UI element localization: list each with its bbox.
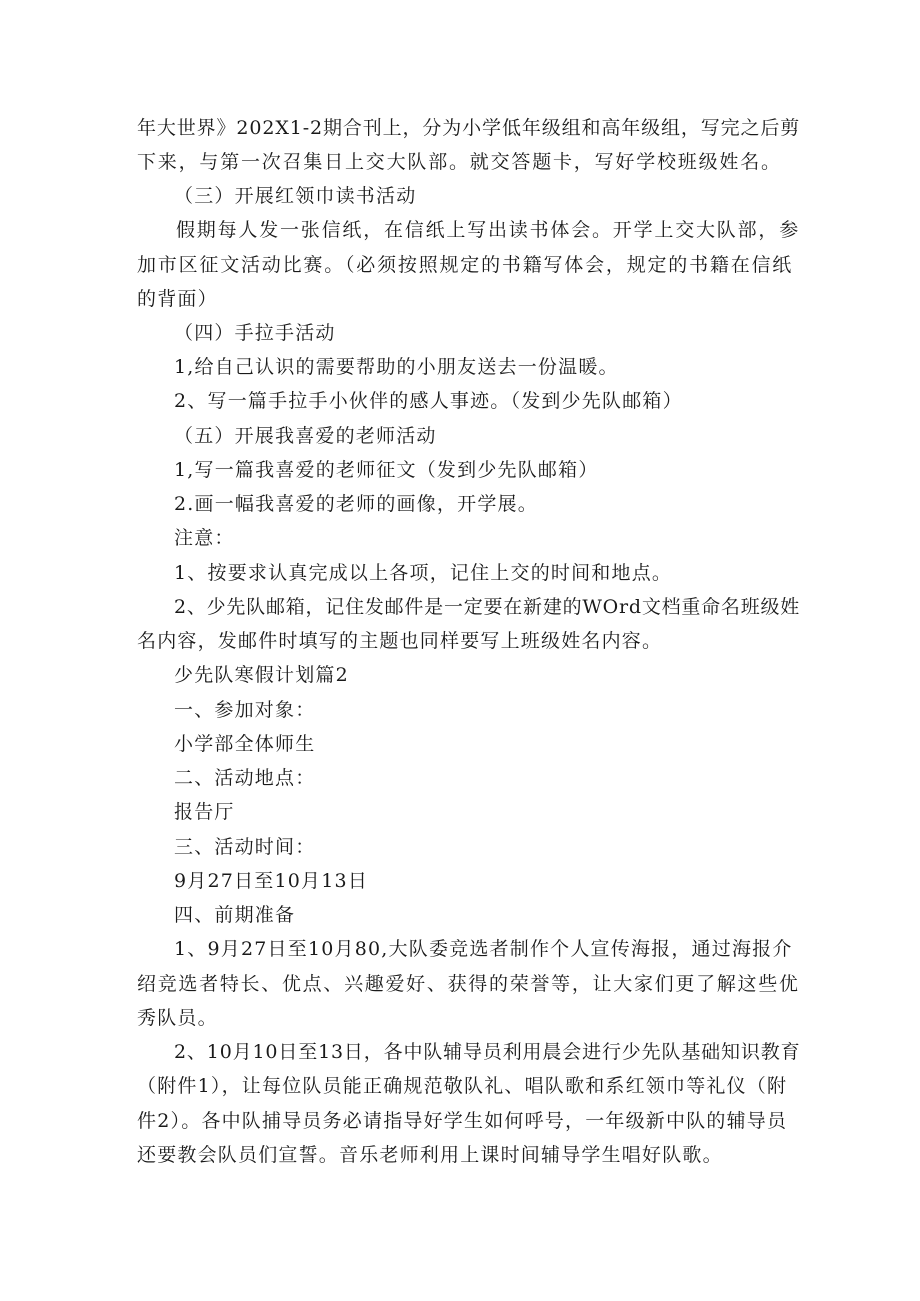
section-heading: （四）手拉手活动	[174, 322, 336, 344]
text-line: 还要教会队员们宣誓。音乐老师利用上课时间辅导学生唱好队歌。	[137, 1144, 723, 1166]
section-heading: （三）开展红领巾读书活动	[174, 185, 417, 207]
section-heading: （五）开展我喜爱的老师活动	[174, 425, 437, 447]
text-line: 2、写一篇手拉手小伙伴的感人事迹。（发到少先队邮箱）	[174, 390, 683, 412]
text-line: 假期每人发一张信纸，在信纸上写出读书体会。开学上交大队部，参	[176, 219, 801, 241]
section-heading: 四、前期准备	[174, 904, 296, 926]
text-line: 2.画一幅我喜爱的老师的画像，开学展。	[174, 493, 538, 515]
text-line: 年大世界》202X1-2期合刊上，分为小学低年级组和高年级组，写完之后剪	[137, 117, 801, 139]
text-line: 注意：	[174, 527, 235, 549]
text-line: 9月27日至10月13日	[174, 870, 369, 892]
text-line: 的背面）	[137, 288, 218, 310]
article-title: 少先队寒假计划篇2	[174, 664, 349, 686]
text-line: 秀队员。	[137, 1007, 218, 1029]
text-line: （附件1），让每位队员能正确规范敬队礼、唱队歌和系红领巾等礼仪（附	[137, 1075, 788, 1097]
text-line: 件2）。各中队捕导员务必请指导好学生如何呼号，一年级新中队的辅导员	[137, 1110, 788, 1132]
text-line: 1,给自己认识的需要帮助的小朋友送去一份温暖。	[174, 356, 619, 378]
text-line: 1、9月27日至10月80,大队委竞选者制作个人宣传海报，通过海报介	[174, 938, 793, 960]
section-heading: 二、活动地点：	[174, 767, 316, 789]
text-line: 绍竞选者特长、优点、兴趣爱好、获得的荣誉等，让大家们更了解这些优	[137, 973, 800, 995]
text-line: 加市区征文活动比赛。（必须按照规定的书籍写体会，规定的书籍在信纸	[137, 254, 794, 276]
section-heading: 三、活动时间：	[174, 836, 316, 858]
text-line: 小学部全体师生	[174, 733, 316, 755]
text-line: 1、按要求认真完成以上各项，记住上交的时间和地点。	[174, 562, 673, 584]
text-line: 2、少先队邮箱，记住发邮件是一定要在新建的WOrd文档重命名班级姓	[174, 596, 801, 618]
text-line: 报告厅	[174, 801, 235, 823]
text-line: 下来，与第一次召集日上交大队部。就交答题卡，写好学校班级姓名。	[137, 151, 782, 173]
text-line: 1,写一篇我喜爱的老师征文（发到少先队邮箱）	[174, 459, 599, 481]
section-heading: 一、参加对象：	[174, 699, 316, 721]
text-line: 2、10月10日至13日，各中队辅导员利用晨会进行少先队基础知识教育	[174, 1041, 801, 1063]
text-line: 名内容，发邮件时填写的主题也同样要写上班级姓名内容。	[137, 630, 663, 652]
